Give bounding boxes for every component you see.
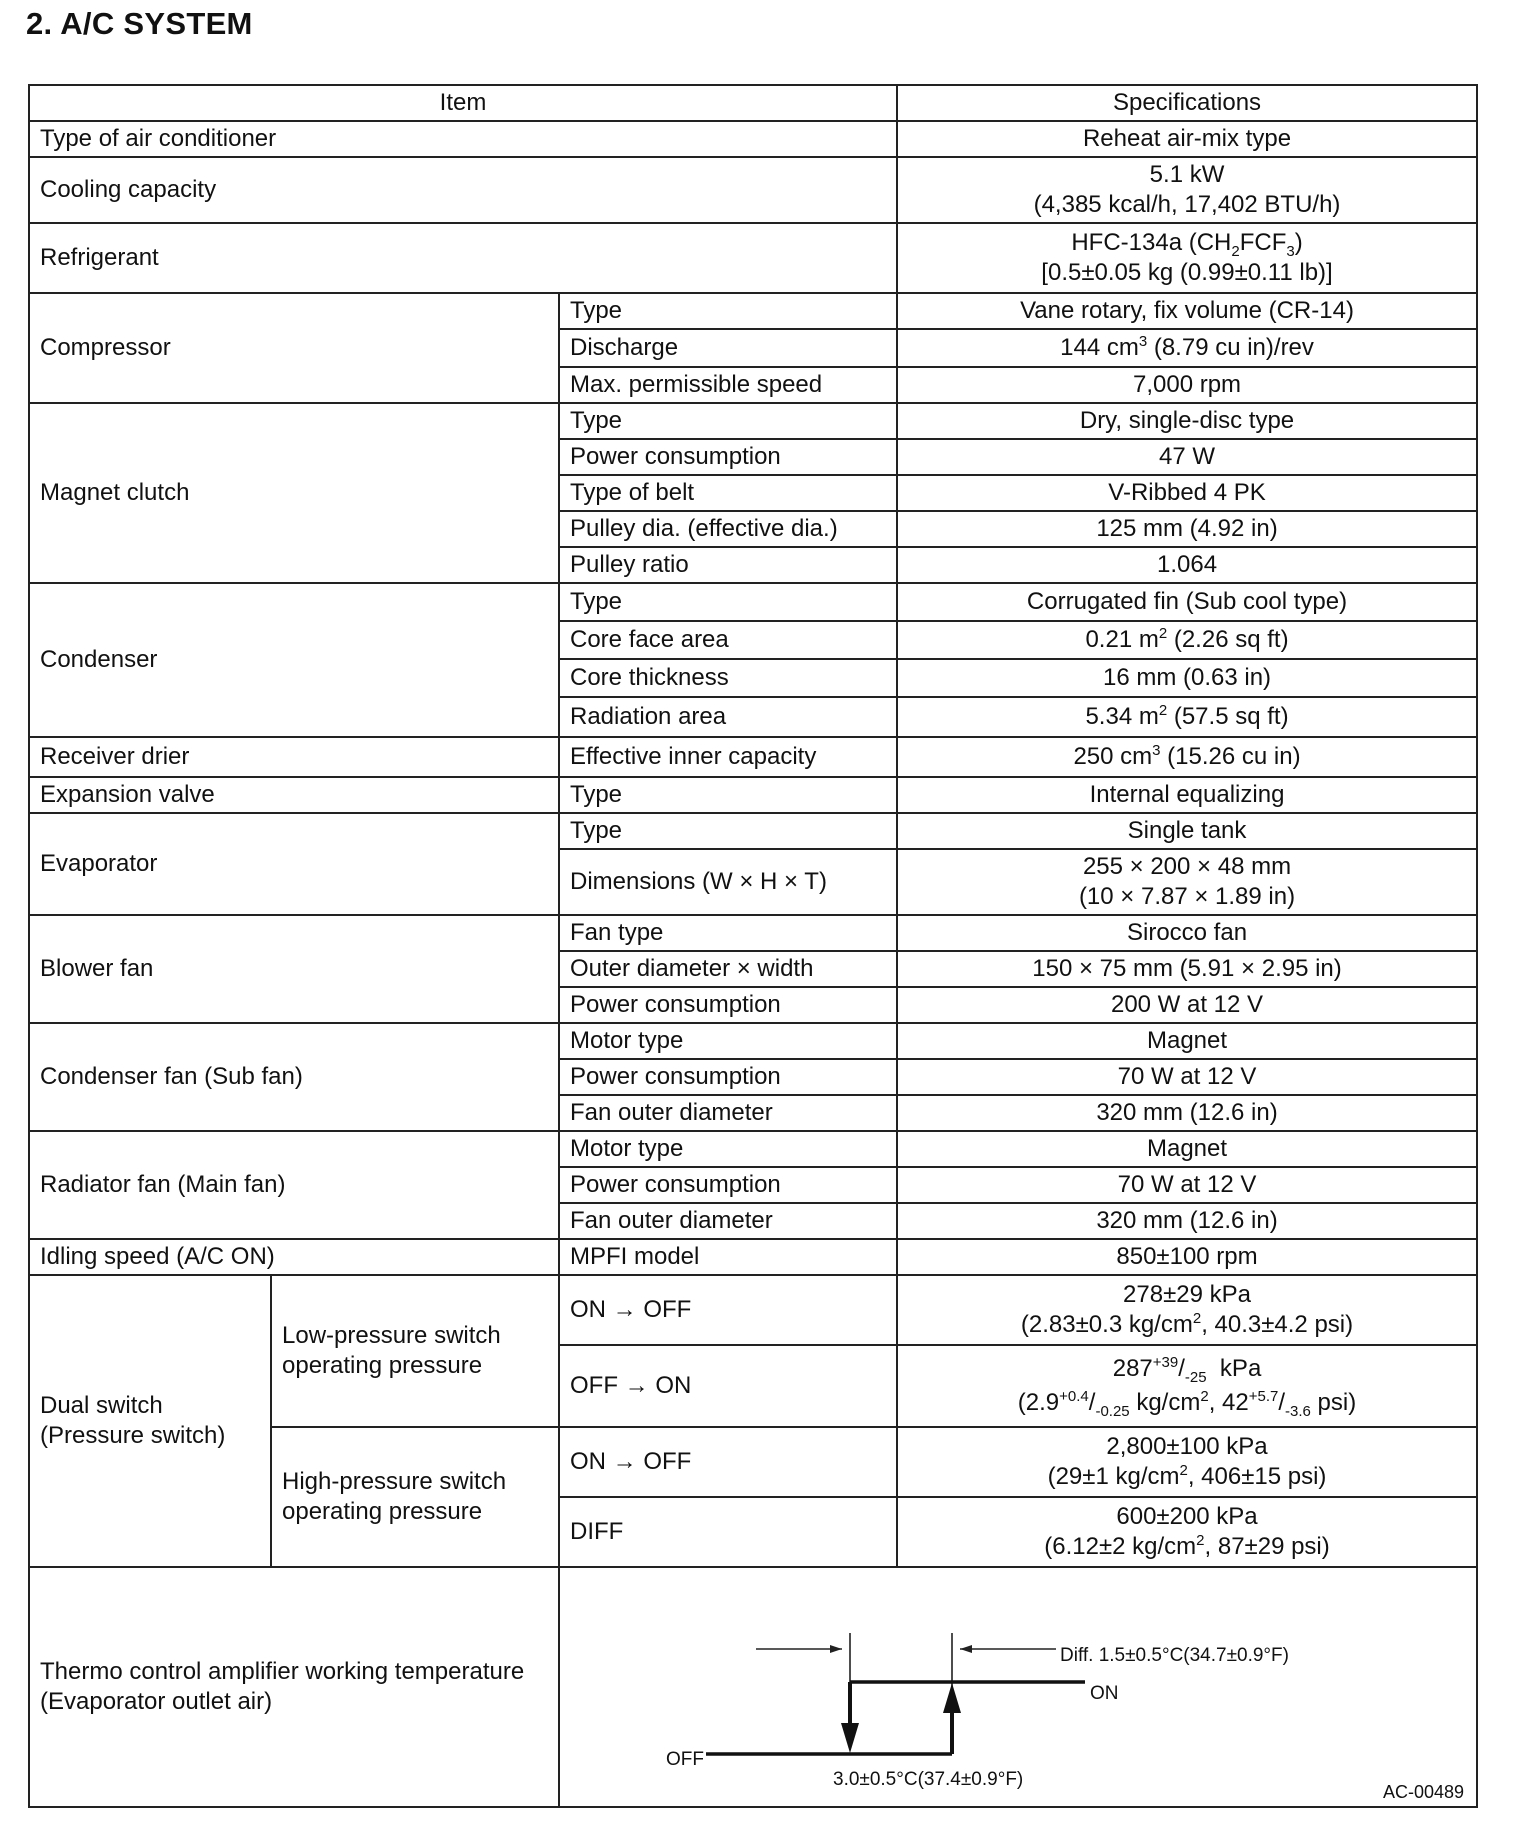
row-value: Corrugated fin (Sub cool type)	[897, 583, 1477, 621]
group-label: Expansion valve	[29, 777, 559, 813]
table-row	[29, 583, 1477, 621]
row-label: DIFF	[559, 1497, 897, 1567]
row-value: 125 mm (4.92 in)	[897, 511, 1477, 547]
off-label: OFF	[666, 1749, 704, 1770]
row-value: Magnet	[897, 1023, 1477, 1059]
text: )	[1294, 229, 1303, 256]
row-label: Power consumption	[559, 1167, 897, 1203]
row-label: Power consumption	[559, 1059, 897, 1095]
superscript: +0.4	[1059, 1388, 1089, 1405]
table-row	[29, 403, 1477, 439]
row-label: Dimensions (W × H × T)	[559, 849, 897, 915]
low-temp-label: 3.0±0.5°C(37.4±0.9°F)	[833, 1769, 1024, 1790]
table-row	[29, 223, 1477, 293]
value-line: (4,385 kcal/h, 17,402 BTU/h)	[1033, 191, 1341, 218]
row-value	[897, 157, 1477, 223]
text: 250 cm	[1073, 743, 1153, 770]
superscript: +5.7	[1248, 1388, 1279, 1405]
table-row	[29, 1567, 1477, 1807]
row-value	[897, 1345, 1477, 1427]
value-line: (10 × 7.87 × 1.89 in)	[1078, 883, 1296, 910]
row-label: Type	[559, 293, 897, 329]
spec-table	[28, 84, 1478, 1808]
value-line	[908, 1386, 1466, 1420]
row-label: Max. permissible speed	[559, 367, 897, 403]
row-value: 70 W at 12 V	[897, 1059, 1477, 1095]
value-line: 600±200 kPa	[1116, 1503, 1258, 1530]
row-label: Motor type	[559, 1131, 897, 1167]
value-line	[908, 228, 1466, 258]
row-value	[897, 697, 1477, 737]
on-label: ON	[1090, 1683, 1119, 1704]
text: (8.79 cu in)/rev	[1147, 334, 1314, 361]
row-label: MPFI model	[559, 1239, 897, 1275]
row-label: Radiation area	[559, 697, 897, 737]
diff-arrow-right	[830, 1645, 842, 1653]
superscript: 2	[1158, 625, 1168, 642]
value-line	[908, 1310, 1466, 1340]
group-label: Magnet clutch	[29, 403, 559, 583]
row-value: 200 W at 12 V	[897, 987, 1477, 1023]
row-value: 150 × 75 mm (5.91 × 2.95 in)	[897, 951, 1477, 987]
row-label: Core thickness	[559, 659, 897, 697]
row-label: Motor type	[559, 1023, 897, 1059]
subgroup-label	[271, 1275, 559, 1427]
group-label: Evaporator	[29, 813, 559, 915]
row-label: Effective inner capacity	[559, 737, 897, 777]
table-row	[29, 121, 1477, 157]
group-label: Blower fan	[29, 915, 559, 1023]
text: 287	[1112, 1355, 1153, 1382]
text: (2.83±0.3 kg/cm	[1020, 1311, 1193, 1338]
label-line: operating pressure	[282, 1498, 483, 1525]
value-line: [0.5±0.05 kg (0.99±0.11 lb)]	[1041, 259, 1333, 286]
superscript: 3	[1138, 333, 1148, 350]
table-row	[29, 157, 1477, 223]
text: 0.21 m	[1085, 626, 1159, 653]
row-value	[897, 1427, 1477, 1497]
text: /	[1178, 1355, 1185, 1382]
subgroup-label	[271, 1427, 559, 1567]
row-label: Refrigerant	[29, 223, 897, 293]
text: , 406±15 psi)	[1187, 1463, 1327, 1490]
row-label: Outer diameter × width	[559, 951, 897, 987]
thermo-diagram	[560, 1569, 1476, 1805]
row-value: Magnet	[897, 1131, 1477, 1167]
table-row	[29, 1275, 1477, 1345]
table-row	[29, 293, 1477, 329]
text: , 87±29 psi)	[1204, 1533, 1330, 1560]
table-row	[29, 1131, 1477, 1167]
value-line: 278±29 kPa	[1123, 1281, 1251, 1308]
row-value: Single tank	[897, 813, 1477, 849]
row-label: Type of belt	[559, 475, 897, 511]
row-value: 47 W	[897, 439, 1477, 475]
row-value: Reheat air-mix type	[897, 121, 1477, 157]
group-label: Idling speed (A/C ON)	[29, 1239, 559, 1275]
table-row	[29, 813, 1477, 849]
table-row	[29, 737, 1477, 777]
label-line: Dual switch	[40, 1392, 163, 1419]
figure-code: AC-00489	[1382, 1782, 1465, 1802]
text: kg/cm	[1129, 1389, 1201, 1416]
row-label: Pulley dia. (effective dia.)	[559, 511, 897, 547]
row-value: Vane rotary, fix volume (CR-14)	[897, 293, 1477, 329]
row-label: Discharge	[559, 329, 897, 367]
row-label: Type	[559, 777, 897, 813]
value-line	[908, 1462, 1466, 1492]
text: /	[1278, 1389, 1286, 1416]
superscript: 3	[1152, 742, 1161, 759]
superscript: 2	[1196, 1532, 1205, 1549]
text: HFC-134a (CH	[1071, 229, 1232, 256]
diff-arrow-left	[960, 1645, 972, 1653]
label-line: High-pressure switch	[282, 1468, 507, 1495]
text: FCF	[1239, 229, 1287, 256]
row-label: Type	[559, 583, 897, 621]
table-row	[29, 915, 1477, 951]
superscript: +39	[1152, 1354, 1179, 1371]
label-line: (Evaporator outlet air)	[40, 1688, 273, 1715]
value-line	[908, 1352, 1466, 1386]
table-row	[29, 1023, 1477, 1059]
text: (2.26 sq ft)	[1167, 626, 1289, 653]
row-label: Fan type	[559, 915, 897, 951]
row-value: 850±100 rpm	[897, 1239, 1477, 1275]
superscript: 2	[1179, 1462, 1188, 1479]
row-label: Fan outer diameter	[559, 1203, 897, 1239]
group-label	[29, 1567, 559, 1807]
row-value: Sirocco fan	[897, 915, 1477, 951]
value-line: 2,800±100 kPa	[1106, 1433, 1268, 1460]
label-line: (Pressure switch)	[40, 1422, 226, 1449]
row-value: 7,000 rpm	[897, 367, 1477, 403]
row-label: OFF → ON	[559, 1345, 897, 1427]
text: , 42	[1208, 1389, 1249, 1416]
thermo-diagram-cell	[559, 1567, 1477, 1807]
header-item: Item	[29, 85, 897, 121]
row-value	[897, 329, 1477, 367]
text: , 40.3±4.2 psi)	[1201, 1311, 1354, 1338]
table-row	[29, 1239, 1477, 1275]
row-value	[897, 621, 1477, 659]
row-label: ON → OFF	[559, 1427, 897, 1497]
label-line: operating pressure	[282, 1352, 483, 1379]
row-value: 320 mm (12.6 in)	[897, 1203, 1477, 1239]
value-line: 5.1 kW	[1149, 161, 1225, 188]
row-value: 1.064	[897, 547, 1477, 583]
header-spec: Specifications	[897, 85, 1477, 121]
text: /	[1088, 1389, 1096, 1416]
diff-label: Diff. 1.5±0.5°C(34.7±0.9°F)	[1060, 1645, 1289, 1666]
row-label: Cooling capacity	[29, 157, 897, 223]
row-value: 16 mm (0.63 in)	[897, 659, 1477, 697]
text: 5.34 m	[1085, 703, 1159, 730]
row-value	[897, 1275, 1477, 1345]
subscript: 2	[1231, 242, 1240, 260]
row-value: Internal equalizing	[897, 777, 1477, 813]
down-arrow	[841, 1723, 859, 1753]
row-label: Pulley ratio	[559, 547, 897, 583]
row-label: Fan outer diameter	[559, 1095, 897, 1131]
row-label: Type of air conditioner	[29, 121, 897, 157]
group-label: Receiver drier	[29, 737, 559, 777]
text: 144 cm	[1060, 334, 1139, 361]
row-value	[897, 223, 1477, 293]
group-label: Compressor	[29, 293, 559, 403]
text: (2.9	[1017, 1389, 1060, 1416]
value-line	[908, 1532, 1466, 1562]
group-label: Condenser fan (Sub fan)	[29, 1023, 559, 1131]
text: psi)	[1310, 1389, 1357, 1416]
row-value: V-Ribbed 4 PK	[897, 475, 1477, 511]
row-label: Type	[559, 403, 897, 439]
table-row	[29, 777, 1477, 813]
text: (57.5 sq ft)	[1167, 703, 1289, 730]
text: kPa	[1206, 1355, 1262, 1382]
table-header	[29, 85, 1477, 121]
value-line: 255 × 200 × 48 mm	[1082, 853, 1292, 880]
text: (15.26 cu in)	[1160, 743, 1301, 770]
superscript: 2	[1192, 1310, 1202, 1327]
row-value	[897, 737, 1477, 777]
row-label: Power consumption	[559, 987, 897, 1023]
label-line: Low-pressure switch	[282, 1322, 501, 1349]
row-label: ON → OFF	[559, 1275, 897, 1345]
subscript: -3.6	[1285, 1402, 1311, 1420]
row-value	[897, 849, 1477, 915]
row-value: Dry, single-disc type	[897, 403, 1477, 439]
row-label: Power consumption	[559, 439, 897, 475]
row-label: Core face area	[559, 621, 897, 659]
text: (29±1 kg/cm	[1047, 1463, 1180, 1490]
superscript: 2	[1200, 1388, 1209, 1405]
subscript: -25	[1184, 1368, 1207, 1386]
page-title: 2. A/C SYSTEM	[26, 6, 253, 41]
subscript: 3	[1286, 242, 1295, 260]
subscript: -0.25	[1095, 1402, 1130, 1420]
up-arrow	[943, 1683, 961, 1713]
text: (6.12±2 kg/cm	[1044, 1533, 1197, 1560]
group-label: Condenser	[29, 583, 559, 737]
group-label	[29, 1275, 271, 1567]
row-value: 70 W at 12 V	[897, 1167, 1477, 1203]
label-line: Thermo control amplifier working temperature	[40, 1658, 525, 1685]
group-label: Radiator fan (Main fan)	[29, 1131, 559, 1239]
row-value	[897, 1497, 1477, 1567]
row-label: Type	[559, 813, 897, 849]
superscript: 2	[1158, 702, 1168, 719]
row-value: 320 mm (12.6 in)	[897, 1095, 1477, 1131]
